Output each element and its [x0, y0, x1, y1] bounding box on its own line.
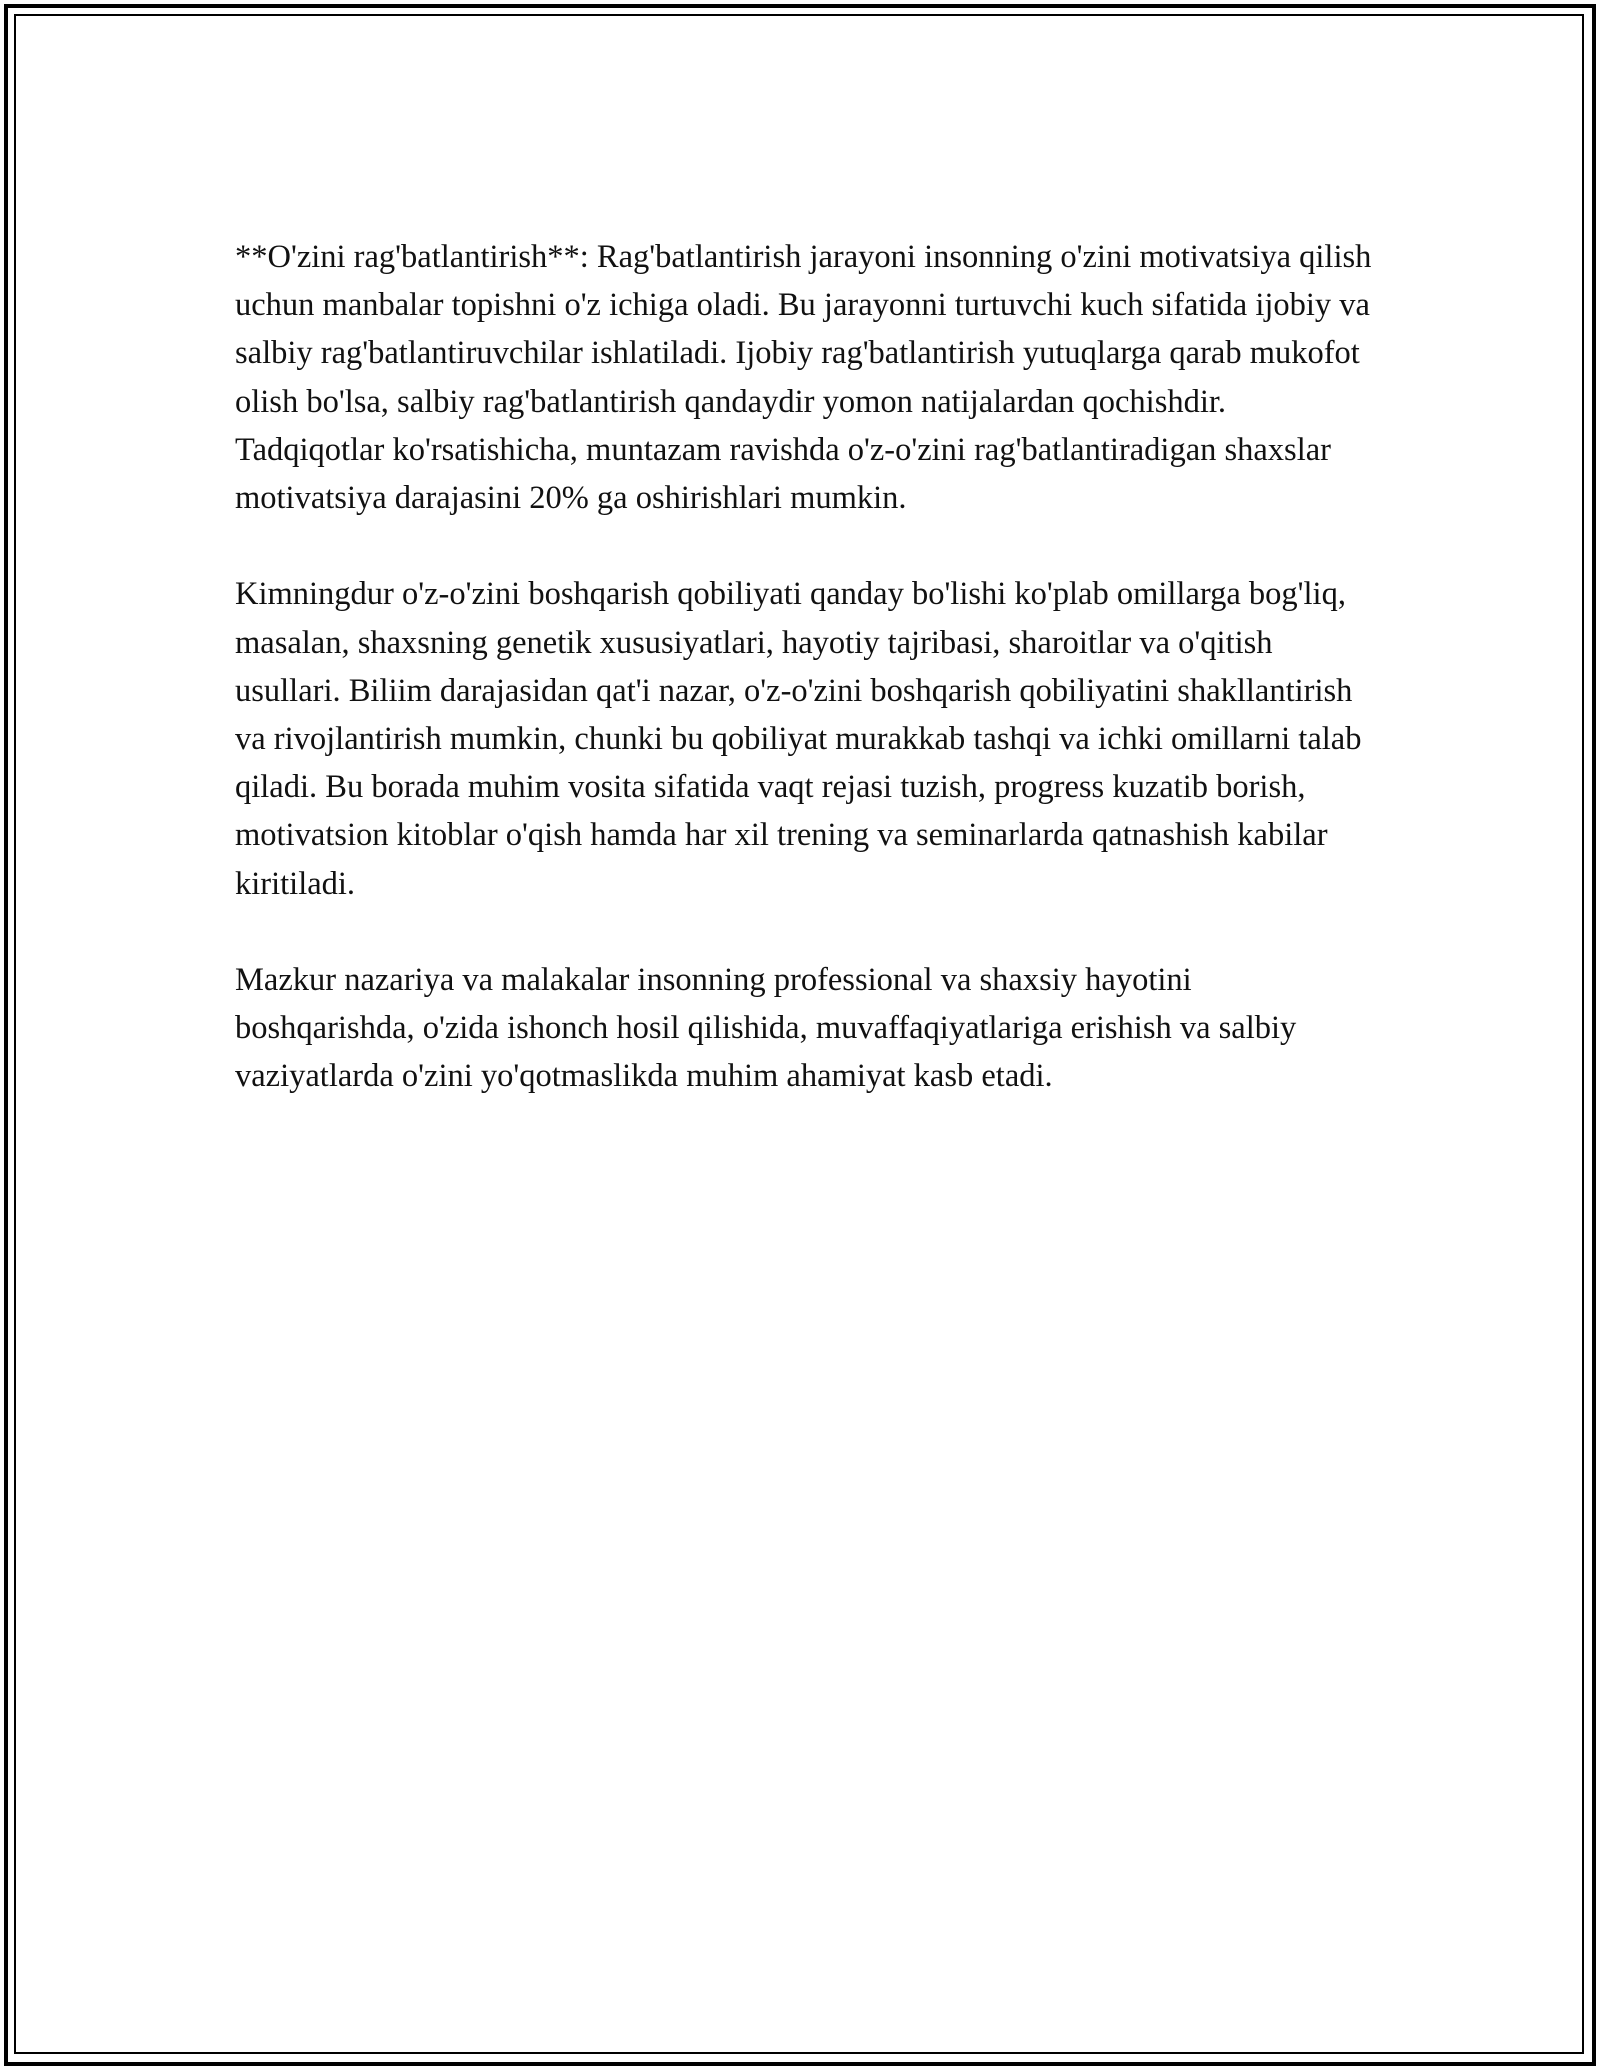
- paragraph-self-control-factors: Kimningdur o'z-o'zini boshqarish qobiliyati qanday bo'lishi ko'plab omillarga bog'liq, masalan, shaxsning genetik xususiyatlari, hayotiy tajribasi, sharoitlar va o'qitish usullari. Biliim darajasidan qat'i nazar, o'z-o'zini boshqarish qobiliyatini shakllantirish va rivojlantirish mumkin, chunki bu qobiliyat murakkab tashqi va ichki omillarni talab qiladi. Bu borada muhim vosita sifatida vaqt rejasi tuzish, progress kuzatib borish, motivatsion kitoblar o'qish hamda har xil trening va seminarlarda qatnashish kabilar kiritiladi.: [235, 576, 1362, 902]
- paragraph-conclusion: Mazkur nazariya va malakalar insonning professional va shaxsiy hayotini boshqarishda, o'zida ishonch hosil qilishida, muvaffaqiyatlariga erishish va salbiy vaziyatlarda o'zini yo'qotmaslikda muhim ahamiyat kasb etadi.: [235, 962, 1297, 1095]
- paragraph-self-motivation: **O'zini rag'batlantirish**: Rag'batlantirish jarayoni insonning o'zini motivatsiya qilish uchun manbalar topishni o'z ichiga oladi. Bu jarayonni turtuvchi kuch sifatida ijobiy va salbiy rag'batlantiruvchilar ishlatiladi. Ijobiy rag'batlantirish yutuqlarga qarab mukofot olish bo'lsa, salbiy rag'batlantirish qandaydir yomon natijalardan qochishdir. Tadqiqotlar ko'rsatishicha, muntazam ravishda o'z-o'zini rag'batlantiradigan shaxslar motivatsiya darajasini 20% ga oshirishlari mumkin.: [235, 239, 1372, 517]
- document-body: [235, 233, 1375, 1149]
